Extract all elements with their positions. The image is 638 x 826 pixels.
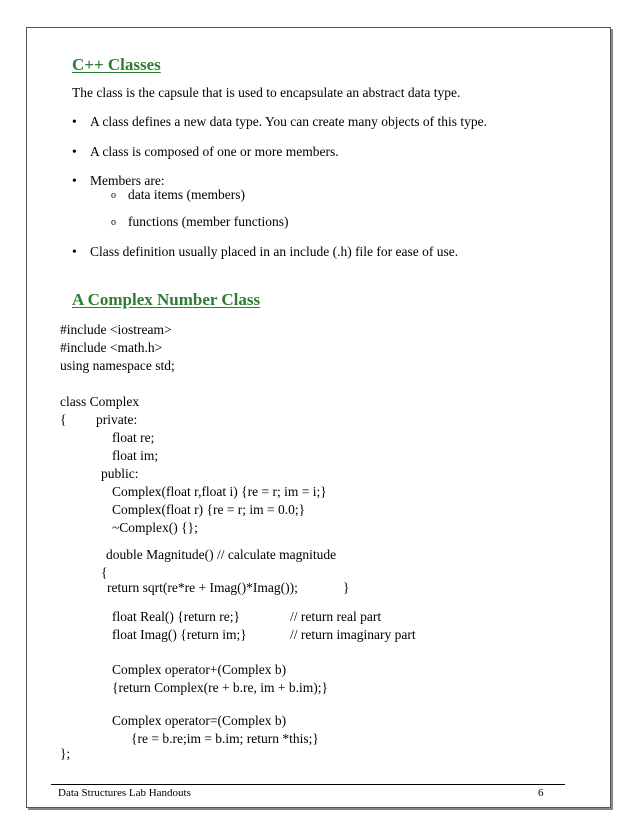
bullet-dot-icon: • bbox=[72, 114, 77, 129]
code-line: ~Complex() {}; bbox=[112, 520, 198, 535]
code-comment: // return real part bbox=[290, 609, 382, 624]
bullet-text: A class is composed of one or more members. bbox=[90, 144, 339, 159]
code-line: #include <iostream> bbox=[60, 322, 172, 337]
footer-rule bbox=[51, 784, 565, 785]
code-line: float re; bbox=[112, 430, 155, 445]
bullet-text: Class definition usually placed in an include (.h) file for ease of use. bbox=[90, 244, 459, 259]
footer-title: Data Structures Lab Handouts bbox=[58, 787, 191, 799]
code-line: { bbox=[101, 565, 108, 580]
code-line: private: bbox=[96, 412, 138, 427]
code-line: using namespace std; bbox=[60, 358, 175, 373]
intro-text: The class is the capsule that is used to encapsulate an abstract data type. bbox=[72, 85, 461, 100]
bullet-item bbox=[72, 244, 459, 260]
bullet-dot-icon: • bbox=[72, 173, 77, 188]
code-line: class Complex bbox=[60, 394, 140, 409]
code-line: public: bbox=[101, 466, 139, 481]
code-line: Complex operator=(Complex b) bbox=[112, 713, 287, 728]
code-line: float Imag() {return im;} bbox=[112, 627, 247, 642]
code-line: #include <math.h> bbox=[60, 340, 163, 355]
bullet-text: A class defines a new data type. You can create many objects of this type. bbox=[90, 114, 488, 129]
sub-bullet-item bbox=[111, 214, 289, 230]
code-line: Complex(float r) {re = r; im = 0.0;} bbox=[112, 502, 306, 517]
code-comment: // return imaginary part bbox=[290, 627, 416, 642]
sub-bullet-item bbox=[111, 187, 245, 203]
bullet-item bbox=[72, 144, 339, 160]
circle-bullet-icon: o bbox=[111, 190, 116, 201]
code-line: double Magnitude() // calculate magnitude bbox=[106, 547, 337, 562]
code-line: {re = b.re;im = b.im; return *this;} bbox=[131, 731, 319, 746]
code-line: return sqrt(re*re + Imag()*Imag()); bbox=[107, 580, 298, 595]
code-line: { bbox=[60, 412, 67, 427]
code-line: float Real() {return re;} bbox=[112, 609, 241, 624]
section-title-cpp-classes: C++ Classes bbox=[72, 55, 161, 74]
code-line: }; bbox=[60, 746, 71, 761]
bullet-dot-icon: • bbox=[72, 244, 77, 259]
circle-bullet-icon: o bbox=[111, 217, 116, 228]
bullet-text: Members are: bbox=[90, 173, 165, 188]
code-line: Complex operator+(Complex b) bbox=[112, 662, 287, 677]
section-title-complex-number-class: A Complex Number Class bbox=[72, 290, 261, 309]
code-line: Complex(float r,float i) {re = r; im = i;} bbox=[112, 484, 327, 499]
page-number: 6 bbox=[538, 787, 544, 799]
sub-bullet-text: data items (members) bbox=[128, 187, 245, 202]
code-line: {return Complex(re + b.re, im + b.im);} bbox=[112, 680, 329, 695]
code-line: } bbox=[343, 580, 350, 595]
bullet-item bbox=[72, 114, 488, 130]
sub-bullet-text: functions (member functions) bbox=[128, 214, 289, 229]
code-line: float im; bbox=[112, 448, 159, 463]
bullet-dot-icon: • bbox=[72, 144, 77, 159]
